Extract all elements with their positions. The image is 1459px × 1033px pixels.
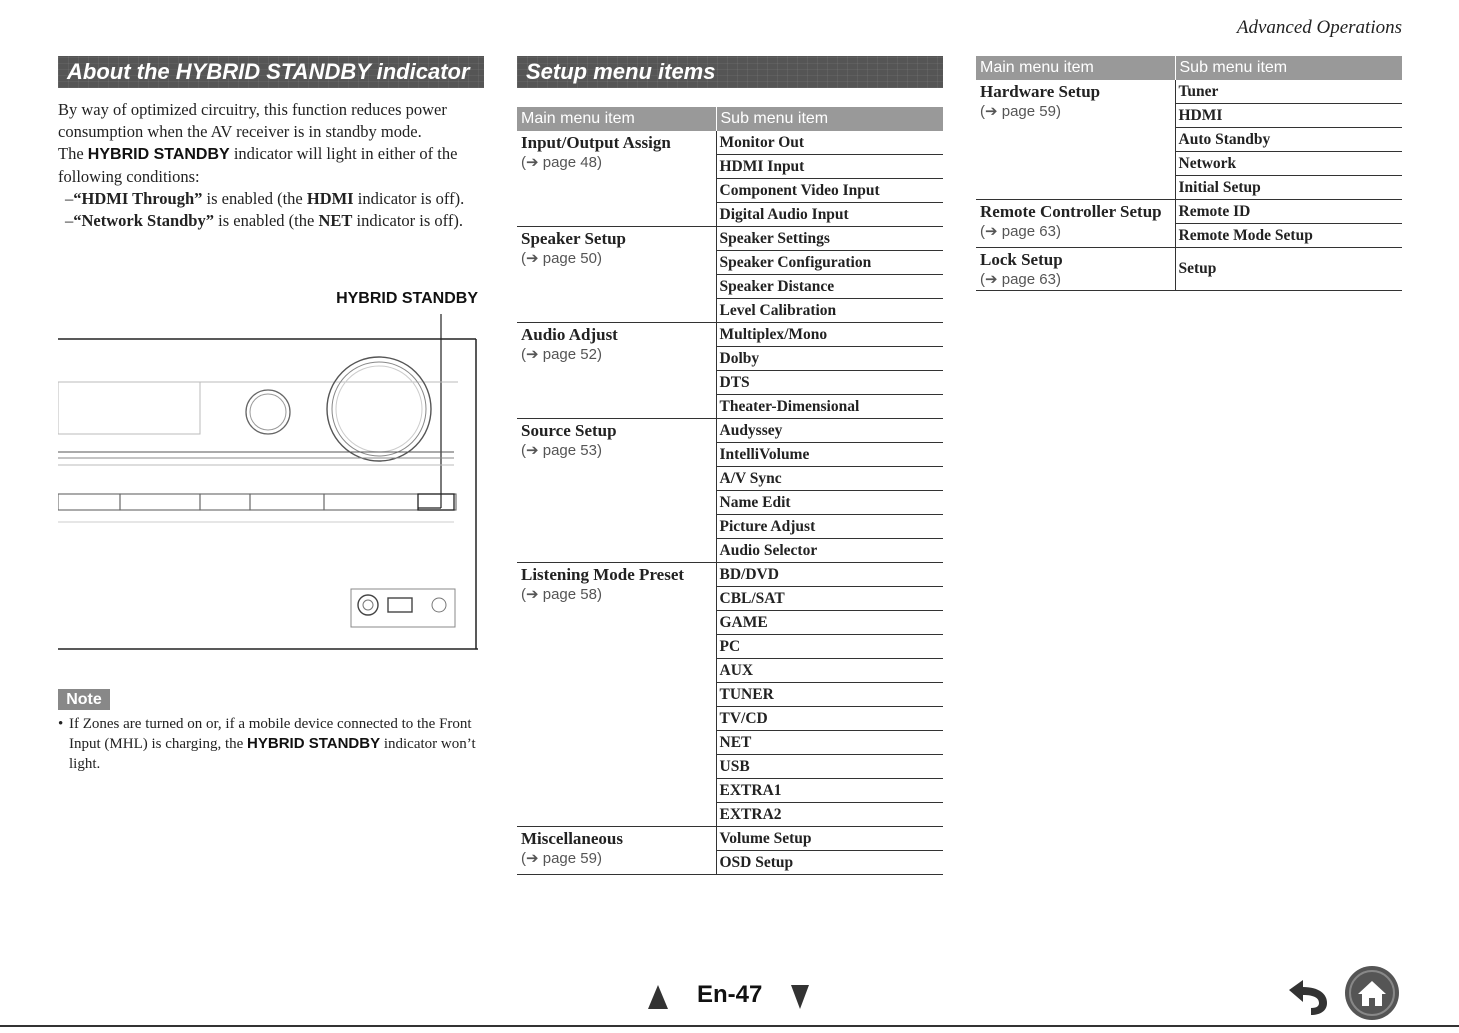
main-menu-title: Miscellaneous [521,829,623,848]
sub-menu-item: Initial Setup [1175,176,1402,200]
main-menu-cell [517,827,716,875]
note-badge: Note [58,689,110,710]
sub-menu-item: Component Video Input [716,179,943,203]
intro-paragraph: By way of optimized circuitry, this function reduces power consumption when the AV receiver is in standby mode. [58,100,447,141]
sub-menu-item: USB [716,755,943,779]
conditions-paragraph [58,143,484,188]
home-icon[interactable] [1343,964,1401,1022]
hdmi-through-term: “HDMI Through” [73,189,203,208]
sub-menu-item: EXTRA2 [716,803,943,827]
note-text [58,714,478,774]
page-reference: (➔ page 59) [521,850,602,867]
bullet: • [58,716,64,732]
sub-menu-item: Speaker Settings [716,227,943,251]
hybrid-standby-callout: HYBRID STANDBY [336,290,478,307]
sub-menu-item: BD/DVD [716,563,943,587]
main-menu-title: Audio Adjust [521,325,618,344]
main-menu-title: Speaker Setup [521,229,627,248]
back-arrow-icon[interactable] [1281,978,1333,1016]
main-menu-title: Listening Mode Preset [521,565,685,584]
sub-menu-item: GAME [716,611,943,635]
sub-menu-item-header: Sub menu item [716,107,943,131]
sub-menu-item: Multiplex/Mono [716,323,943,347]
setup-menu-table-right [976,56,1402,291]
text: indicator is off). [352,211,463,230]
hybrid-standby-term: HYBRID STANDBY [87,146,230,163]
sub-menu-item: Volume Setup [716,827,943,851]
hybrid-description [58,99,484,232]
net-term: NET [318,211,353,230]
main-menu-item-header: Main menu item [517,107,716,131]
text: indicator will light in either of the following conditions: [58,144,458,186]
dash: – [65,189,74,208]
sub-menu-item: Network [1175,152,1402,176]
main-menu-title: Source Setup [521,421,617,440]
text: If Zones are turned on or, if a mobile device connected to the Front Input (MHL) is charging, the [69,716,472,752]
sub-menu-item: OSD Setup [716,851,943,875]
sub-menu-item: TUNER [716,683,943,707]
sub-menu-item: Level Calibration [716,299,943,323]
sub-menu-item: Name Edit [716,491,943,515]
sub-menu-item: TV/CD [716,707,943,731]
bottom-rule [0,1025,1459,1027]
main-menu-cell [517,419,716,563]
sub-menu-item: AUX [716,659,943,683]
page-reference: (➔ page 53) [521,442,602,459]
page-reference: (➔ page 63) [980,271,1061,288]
main-menu-cell [517,563,716,827]
sub-menu-item: IntelliVolume [716,443,943,467]
sub-menu-item: Tuner [1175,80,1402,104]
sub-menu-item: PC [716,635,943,659]
main-menu-item-header: Main menu item [976,56,1175,80]
page-reference: (➔ page 58) [521,586,602,603]
hdmi-term: HDMI [306,189,354,208]
table-row [517,419,943,443]
table-header-row [976,56,1402,80]
text: indicator is off). [353,189,465,208]
sub-menu-item-header: Sub menu item [1175,56,1402,80]
hybrid-standby-term: HYBRID STANDBY [247,735,381,752]
sub-menu-item: HDMI Input [716,155,943,179]
sub-menu-item: A/V Sync [716,467,943,491]
text: is enabled (the [213,211,319,230]
sub-menu-item: Auto Standby [1175,128,1402,152]
condition-hdmi-through [58,188,484,210]
main-menu-title: Input/Output Assign [521,133,671,152]
down-triangle-icon[interactable] [790,984,810,1010]
main-menu-cell [976,80,1175,200]
condition-network-standby [58,210,484,232]
text: indicator won’t light. [69,736,476,772]
up-triangle-icon[interactable] [647,984,669,1010]
sub-menu-item: EXTRA1 [716,779,943,803]
page-number: En-47 [697,981,763,1008]
table-row [517,131,943,155]
sub-menu-item: Digital Audio Input [716,203,943,227]
main-menu-cell [517,227,716,323]
sub-menu-item: Picture Adjust [716,515,943,539]
main-menu-title: Lock Setup [980,250,1063,269]
table-header-row [517,107,943,131]
sub-menu-item: Speaker Configuration [716,251,943,275]
page-reference: (➔ page 48) [521,154,602,171]
main-menu-cell [517,131,716,227]
dash: – [65,211,74,230]
sub-menu-item: Remote Mode Setup [1175,224,1402,248]
setup-menu-table-left [517,107,943,875]
main-menu-title: Hardware Setup [980,82,1101,101]
text: The [58,144,88,163]
table-row [976,80,1402,104]
main-menu-cell [976,248,1175,291]
table-row [517,323,943,347]
section-banner-setup-menu-items: Setup menu items [517,56,943,88]
sub-menu-item: HDMI [1175,104,1402,128]
sub-menu-item: Remote ID [1175,200,1402,224]
page-reference: (➔ page 50) [521,250,602,267]
table-row [517,227,943,251]
page-reference: (➔ page 52) [521,346,602,363]
sub-menu-item: NET [716,731,943,755]
table-row [976,248,1402,291]
receiver-front-panel-illustration [58,312,482,657]
sub-menu-item: Speaker Distance [716,275,943,299]
page-reference: (➔ page 63) [980,223,1061,240]
sub-menu-item: DTS [716,371,943,395]
main-menu-title: Remote Controller Setup [980,202,1162,221]
network-standby-term: “Network Standby” [73,211,214,230]
page-reference: (➔ page 59) [980,103,1061,120]
sub-menu-item: Dolby [716,347,943,371]
sub-menu-item: Theater-Dimensional [716,395,943,419]
section-banner-hybrid-standby: About the HYBRID STANDBY indicator [58,56,484,88]
sub-menu-item: Audio Selector [716,539,943,563]
main-menu-cell [517,323,716,419]
sub-menu-item: Monitor Out [716,131,943,155]
table-row [976,200,1402,224]
text: is enabled (the [202,189,307,208]
main-menu-cell [976,200,1175,248]
table-row [517,563,943,587]
table-row [517,827,943,851]
sub-menu-item: Audyssey [716,419,943,443]
sub-menu-item: Setup [1175,248,1402,291]
section-label: Advanced Operations [1236,17,1402,38]
sub-menu-item: CBL/SAT [716,587,943,611]
